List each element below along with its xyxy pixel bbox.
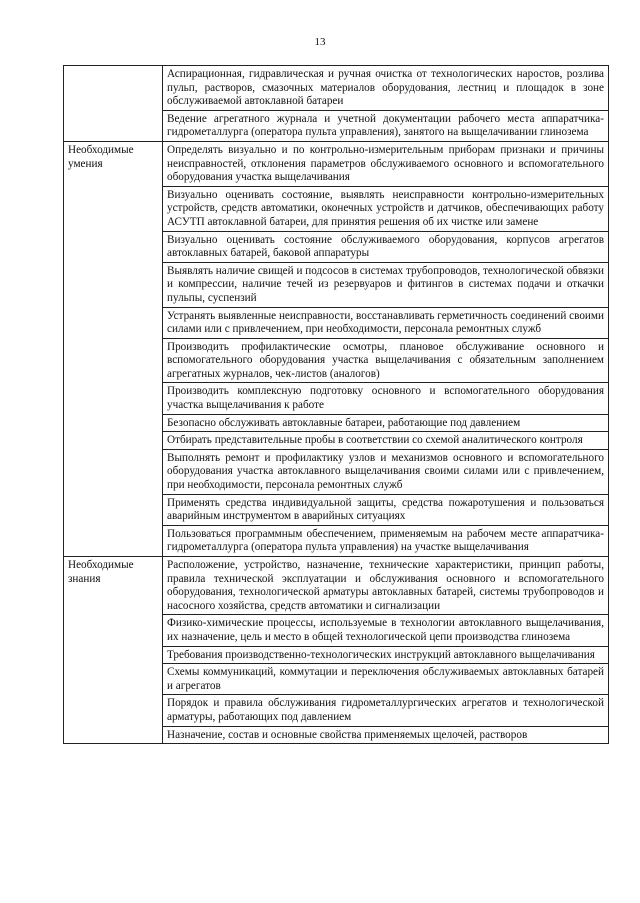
row-label-knowledge: Необходимые знания bbox=[64, 557, 163, 744]
table-cell: Визуально оценивать состояние, выявлять неисправности контрольно-измерительных устройств, средств автоматики, оконечных устройств и датчиков, обеспечивающих работу АСУТП автоклавной батареи, для принятия решения об их чистке или замене bbox=[163, 186, 609, 231]
table-cell: Расположение, устройство, назначение, технические характеристики, принцип работы, правила технической эксплуатации и обслуживания основного и вспомогательного оборудования, технологической арматуры автоклавных батарей, системы трубопроводов и насосного хозяйства, средств автоматики и сигнализации bbox=[163, 557, 609, 615]
row-label-empty bbox=[64, 66, 163, 142]
table-cell: Схемы коммуникаций, коммутации и переключения обслуживаемых автоклавных батарей и агрегатов bbox=[163, 664, 609, 695]
table-cell: Аспирационная, гидравлическая и ручная очистка от технологических наростов, розлива пульп, растворов, смазочных материалов оборудования, лестниц и площадок в зоне обслуживаемой автоклавной батареи bbox=[163, 66, 609, 111]
table-cell: Выполнять ремонт и профилактику узлов и механизмов основного и вспомогательного оборудования участка автоклавного выщелачивания своими силами или с привлечением, при необходимости, персонала ремонтных служб bbox=[163, 449, 609, 494]
table-cell: Выявлять наличие свищей и подсосов в системах трубопроводов, технологической обвязки и компрессии, наличие течей из резервуаров и фитингов в системах подачи и откачки пульпы, суспензий bbox=[163, 262, 609, 307]
table-cell: Назначение, состав и основные свойства применяемых щелочей, растворов bbox=[163, 726, 609, 744]
requirements-table bbox=[63, 65, 609, 744]
table-cell: Визуально оценивать состояние обслуживаемого оборудования, корпусов агрегатов автоклавных батарей, баковой аппаратуры bbox=[163, 231, 609, 262]
table-row bbox=[64, 557, 609, 615]
table-cell: Ведение агрегатного журнала и учетной документации рабочего места аппаратчика-гидрометаллурга (оператора пульта управления), занятого на выщелачивании глинозема bbox=[163, 110, 609, 141]
table-row bbox=[64, 66, 609, 111]
table-cell: Отбирать представительные пробы в соответствии со схемой аналитического контроля bbox=[163, 432, 609, 450]
table-cell: Применять средства индивидуальной защиты, средства пожаротушения и пользоваться аварийным инструментом в аварийных ситуациях bbox=[163, 494, 609, 525]
table-cell: Безопасно обслуживать автоклавные батареи, работающие под давлением bbox=[163, 414, 609, 432]
table-cell: Производить комплексную подготовку основного и вспомогательного оборудования участка выщелачивания к работе bbox=[163, 383, 609, 414]
table-cell: Производить профилактические осмотры, плановое обслуживание основного и вспомогательного оборудования участка выщелачивания с обязательным заполнением агрегатных журналов, чек-листов (аналогов) bbox=[163, 338, 609, 383]
row-label-skills: Необходимые умения bbox=[64, 141, 163, 556]
table-row bbox=[64, 141, 609, 186]
table-cell: Физико-химические процессы, используемые в технологии автоклавного выщелачивания, их назначение, цель и место в общей технологической цепи производства глинозема bbox=[163, 615, 609, 646]
table-cell: Требования производственно-технологических инструкций автоклавного выщелачивания bbox=[163, 646, 609, 664]
table-cell: Порядок и правила обслуживания гидрометаллургических агрегатов и технологической арматуры, работающих под давлением bbox=[163, 695, 609, 726]
table-cell: Устранять выявленные неисправности, восстанавливать герметичность соединений своими силами или с привлечением, при необходимости, персонала ремонтных служб bbox=[163, 307, 609, 338]
table-cell: Определять визуально и по контрольно-измерительным приборам признаки и причины неисправностей, отклонения параметров обслуживаемого основного и вспомогательного оборудования участка выщелачивания bbox=[163, 141, 609, 186]
table-cell: Пользоваться программным обеспечением, применяемым на рабочем месте аппаратчика-гидрометаллурга (оператора пульта управления) на участке выщелачивания bbox=[163, 525, 609, 556]
page-number: 13 bbox=[314, 36, 326, 48]
